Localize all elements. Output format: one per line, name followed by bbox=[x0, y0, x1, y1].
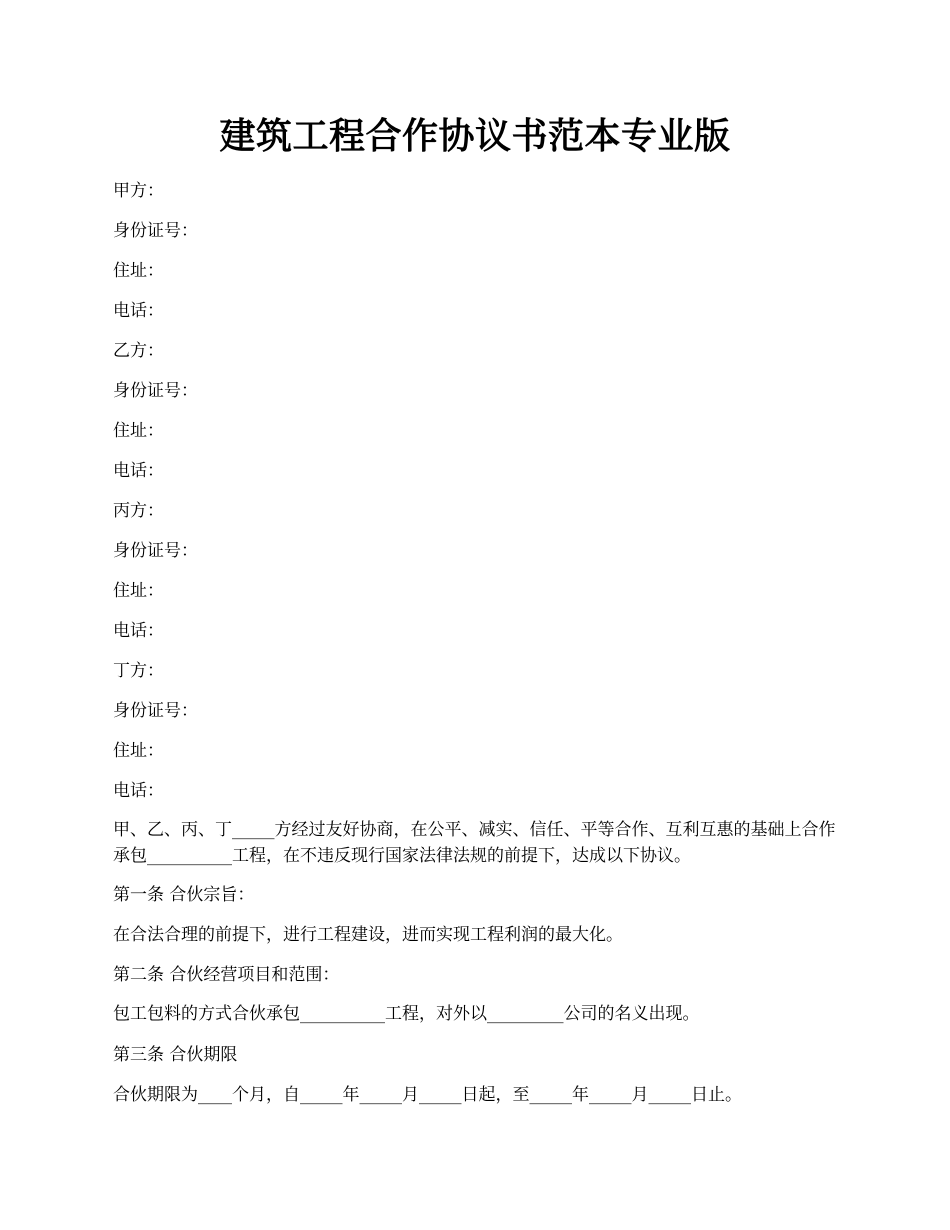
article-1-body: 在合法合理的前提下，进行工程建设，进而实现工程利润的最大化。 bbox=[113, 925, 623, 945]
article-3-heading: 第三条 合伙期限 bbox=[113, 1045, 238, 1065]
party-c-id-label: 身份证号： bbox=[113, 541, 198, 561]
document-title: 建筑工程合作协议书范本专业版 bbox=[219, 115, 731, 157]
article-3-body: 合伙期限为____个月，自_____年_____月_____日起，至_____年_____月_____日止。 bbox=[113, 1085, 742, 1105]
party-a-id-label: 身份证号： bbox=[113, 221, 198, 241]
party-a-address-label: 住址： bbox=[113, 261, 164, 281]
party-b-label: 乙方： bbox=[113, 341, 164, 361]
party-d-label: 丁方： bbox=[113, 661, 164, 681]
party-a-label: 甲方： bbox=[113, 181, 164, 201]
intro-paragraph: 甲、乙、丙、丁_____方经过友好协商，在公平、减实、信任、平等合作、互利互惠的基础上合作承包__________工程，在不违反现行国家法律法规的前提下，达成以下协议。 bbox=[113, 820, 836, 866]
party-d-id-label: 身份证号： bbox=[113, 701, 198, 721]
party-c-label: 丙方： bbox=[113, 501, 164, 521]
party-a-phone-label: 电话： bbox=[113, 301, 164, 321]
party-c-phone-label: 电话： bbox=[113, 621, 164, 641]
party-b-address-label: 住址： bbox=[113, 421, 164, 441]
party-c-address-label: 住址： bbox=[113, 581, 164, 601]
article-1-heading: 第一条 合伙宗旨： bbox=[113, 885, 255, 905]
party-d-phone-label: 电话： bbox=[113, 781, 164, 801]
article-2-body: 包工包料的方式合伙承包__________工程，对外以_________公司的名义出现。 bbox=[113, 1004, 700, 1024]
party-d-address-label: 住址： bbox=[113, 741, 164, 761]
article-2-heading: 第二条 合伙经营项目和范围： bbox=[113, 965, 340, 985]
party-b-id-label: 身份证号： bbox=[113, 381, 198, 401]
party-b-phone-label: 电话： bbox=[113, 461, 164, 481]
